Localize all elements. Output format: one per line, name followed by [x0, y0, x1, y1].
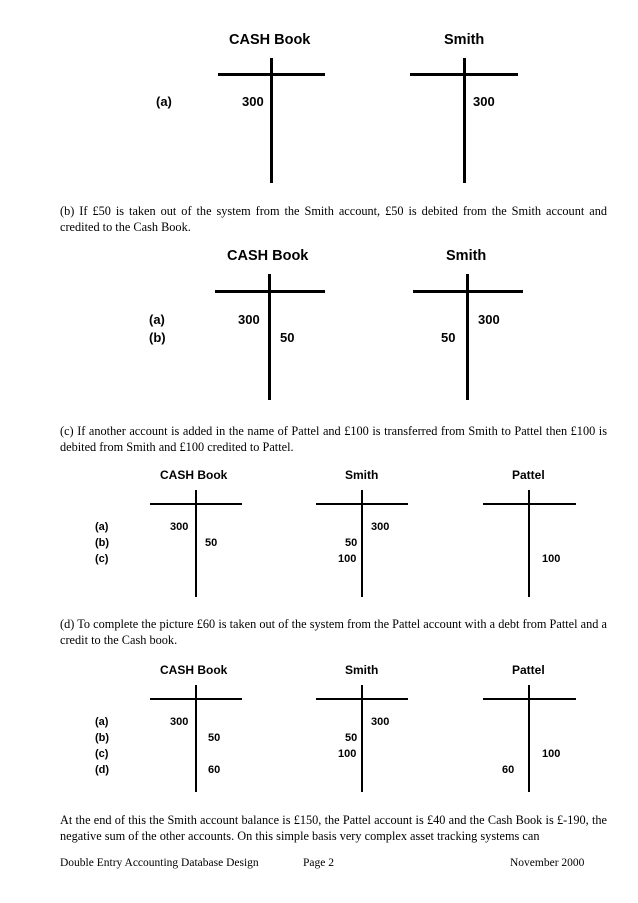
smith-t-vertical — [361, 685, 363, 792]
smith-title: Smith — [446, 248, 487, 264]
row-label-a: (a) — [95, 521, 109, 533]
row-label-b: (b) — [95, 732, 110, 744]
pattel-credit-amount: 100 — [542, 553, 561, 565]
pattel-title: Pattel — [512, 468, 545, 482]
row-label-d: (d) — [95, 764, 110, 776]
smith-t-vertical — [361, 490, 363, 597]
paragraph-end: At the end of this the Smith account balance is £150, the Pattel account is £40 and the Cash Book is £-190, the negative sum of the other accounts. On this simple basis very complex asset tracking systems can — [60, 813, 607, 843]
row-label-b: (b) — [95, 537, 110, 549]
smith-debit-amount: 50 — [345, 537, 358, 549]
pattel-t-vertical — [528, 685, 530, 792]
cash-credit-amount: 50 — [205, 537, 218, 549]
cash-book-t-vertical — [268, 274, 271, 400]
pattel-debit-amount: 60 — [502, 764, 515, 776]
footer-date: November 2000 — [510, 857, 585, 869]
row-label-a: (a) — [156, 94, 172, 109]
cash-debit-amount: 300 — [170, 716, 189, 728]
pattel-credit-amount: 100 — [542, 748, 561, 760]
smith-title: Smith — [345, 663, 379, 677]
paragraph-b: (b) If £50 is taken out of the system from the Smith account, £50 is debited from the Smith account and credited to the Cash Book. — [60, 204, 607, 234]
cash-book-t-vertical — [195, 490, 197, 597]
cash-book-t-vertical — [270, 58, 273, 183]
pattel-title: Pattel — [512, 663, 545, 677]
cash-book-title: CASH Book — [227, 248, 309, 264]
smith-debit-amount: 50 — [345, 732, 358, 744]
row-label-c: (c) — [95, 748, 109, 760]
cash-credit-amount: 50 — [280, 330, 295, 345]
cash-book-title: CASH Book — [160, 663, 228, 677]
smith-t-vertical — [463, 58, 466, 183]
footer-title: Double Entry Accounting Database Design — [60, 857, 259, 869]
cash-book-title: CASH Book — [160, 468, 228, 482]
row-label-a: (a) — [95, 716, 109, 728]
smith-title: Smith — [345, 468, 379, 482]
smith-debit-amount: 50 — [441, 330, 456, 345]
row-label-a: (a) — [149, 312, 165, 327]
footer-page-number: Page 2 — [303, 857, 334, 869]
paragraph-c: (c) If another account is added in the name of Pattel and £100 is transferred from Smith to Pattel then £100 is debited from Smith and £100 credited to Pattel. — [60, 424, 607, 454]
smith-credit-amount: 300 — [478, 312, 500, 327]
smith-title: Smith — [444, 32, 485, 48]
smith-credit-amount: 300 — [371, 521, 390, 533]
smith-credit-amount: 300 — [473, 94, 495, 109]
row-label-b: (b) — [149, 330, 166, 345]
row-label-c: (c) — [95, 553, 109, 565]
cash-debit-amount: 300 — [242, 94, 264, 109]
smith-debit-amount: 100 — [338, 553, 357, 565]
cash-credit-amount: 60 — [208, 764, 221, 776]
cash-debit-amount: 300 — [170, 521, 189, 533]
pattel-t-vertical — [528, 490, 530, 597]
paragraph-d: (d) To complete the picture £60 is taken out of the system from the Pattel account with a debt from Pattel and a credit to the Cash book. — [60, 617, 607, 647]
smith-debit-amount: 100 — [338, 748, 357, 760]
cash-debit-amount: 300 — [238, 312, 260, 327]
cash-book-title: CASH Book — [229, 32, 311, 48]
cash-book-t-vertical — [195, 685, 197, 792]
smith-t-vertical — [466, 274, 469, 400]
cash-credit-amount: 50 — [208, 732, 221, 744]
smith-credit-amount: 300 — [371, 716, 390, 728]
